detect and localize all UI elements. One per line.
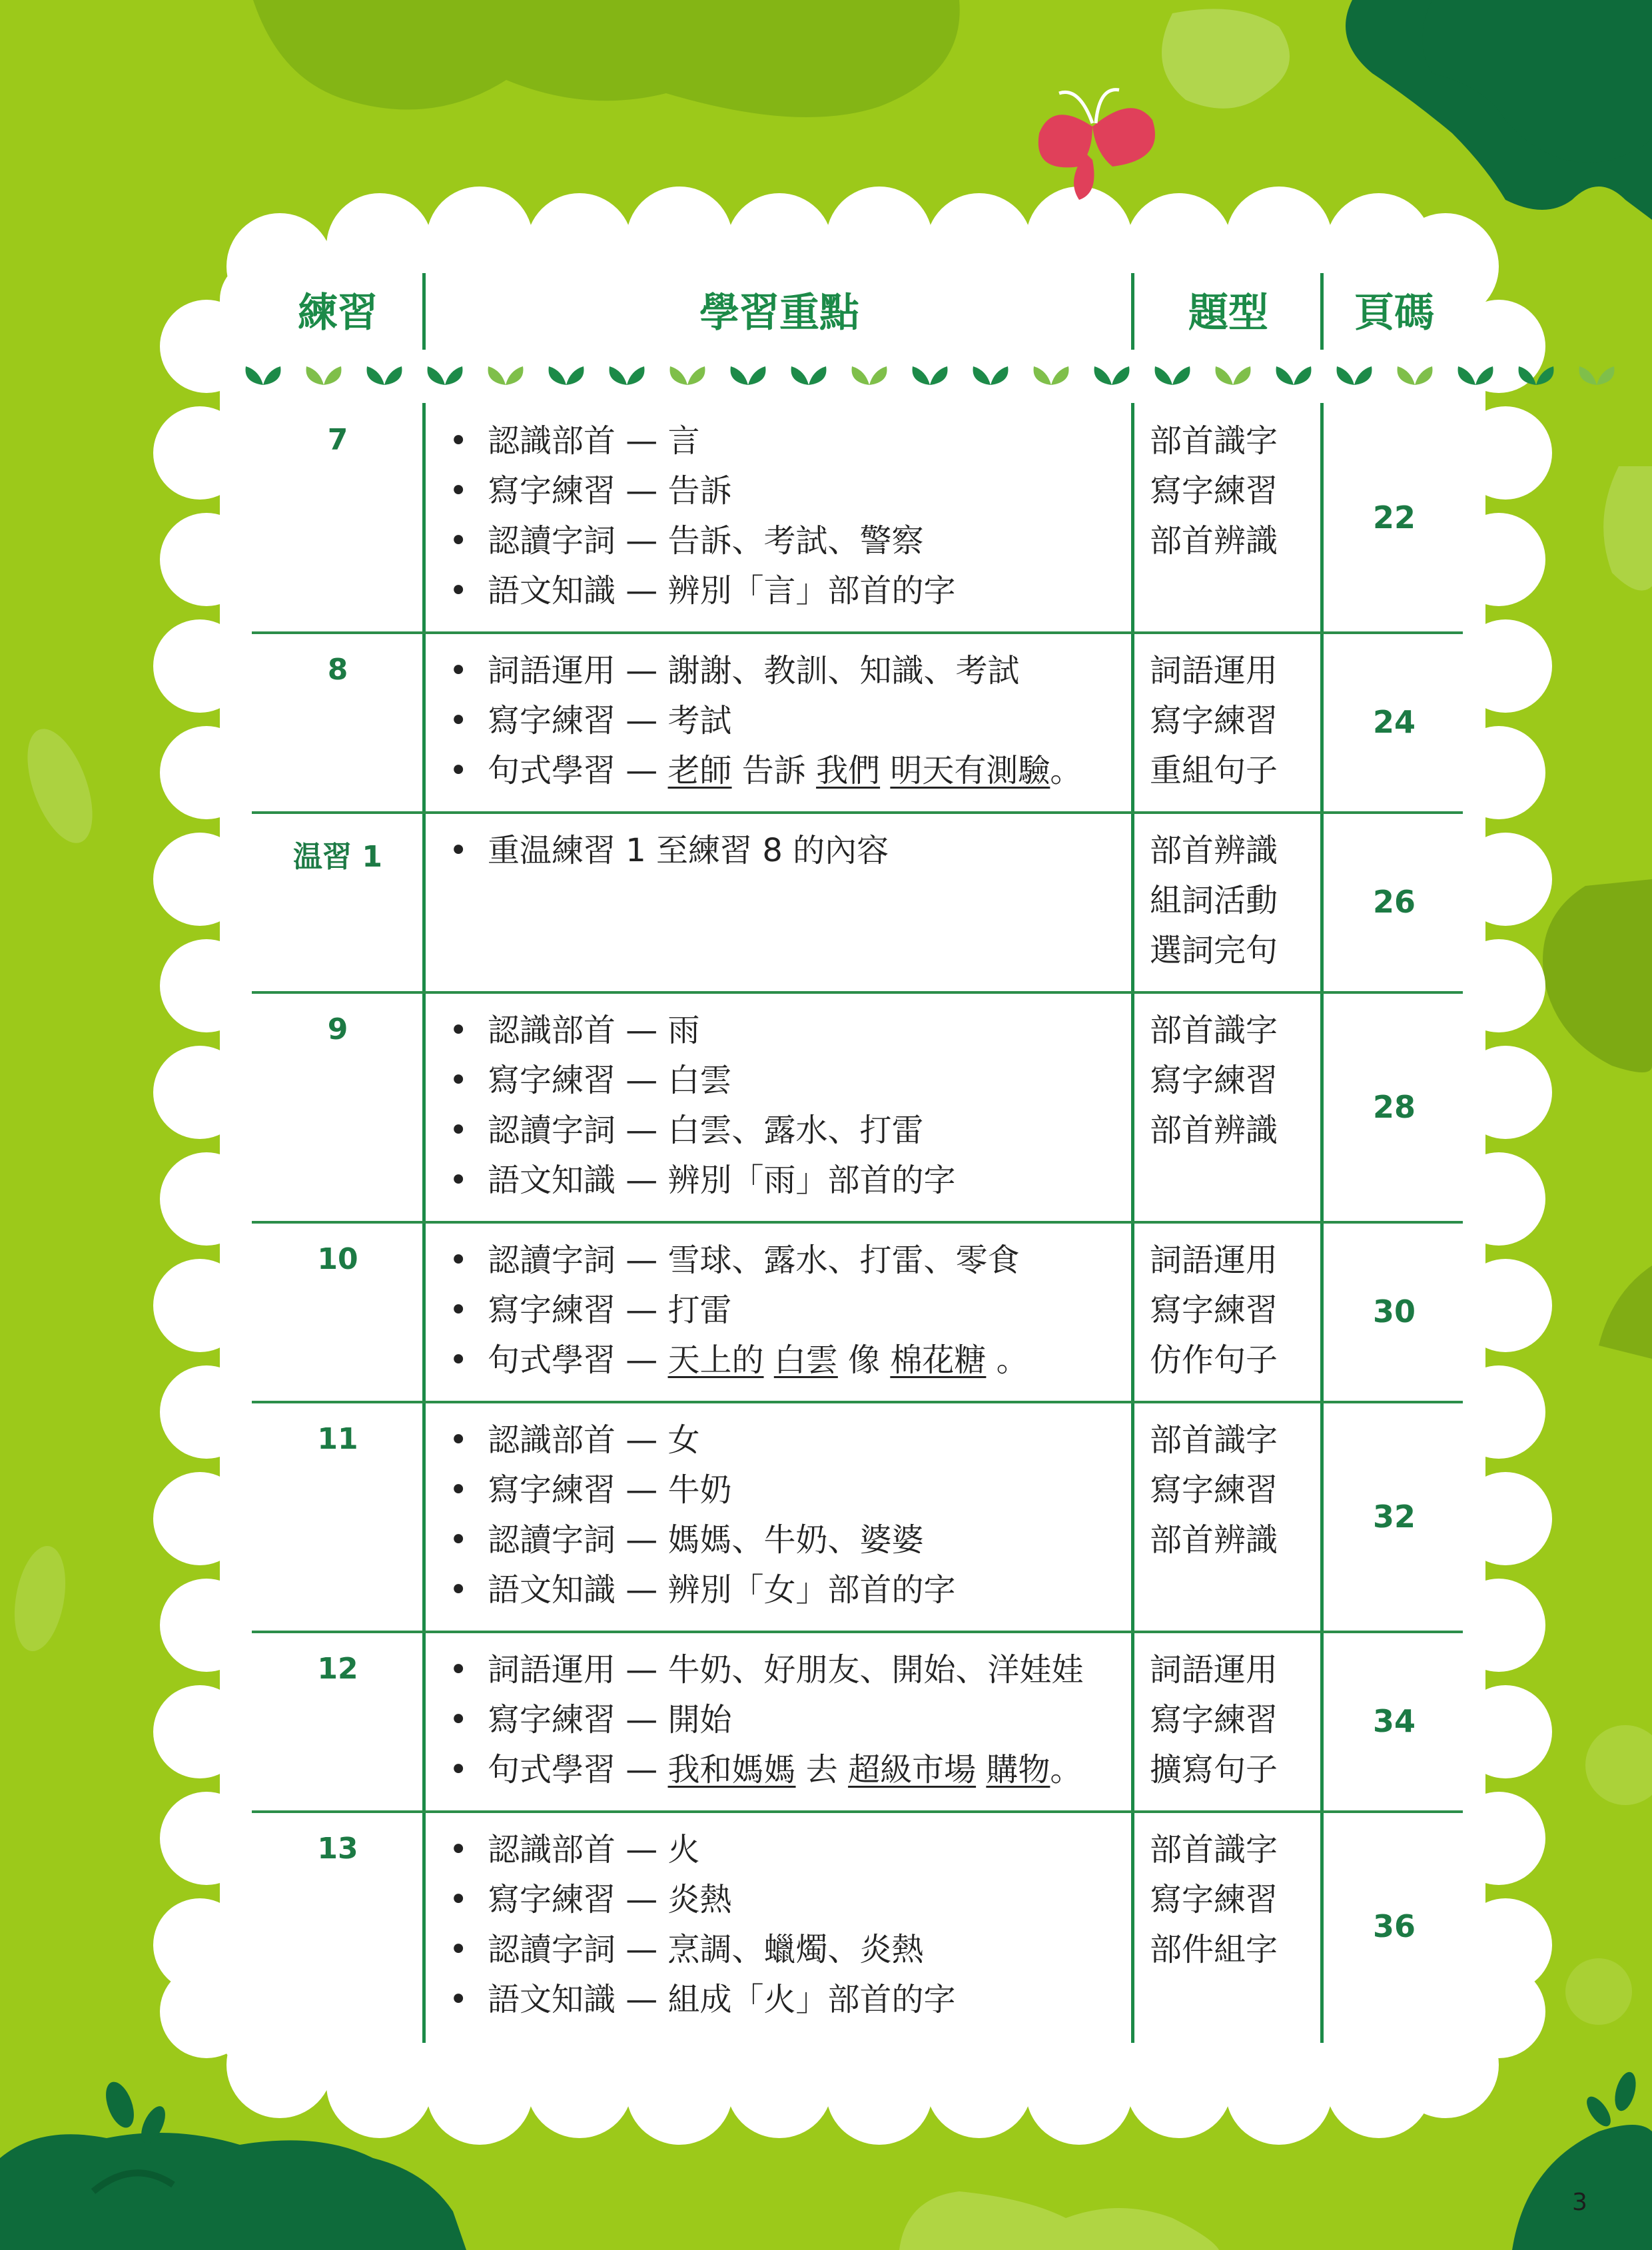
practice-number: 温習 1: [293, 840, 382, 874]
learning-focus-list: [445, 1236, 1124, 1385]
page-number-cell[interactable]: 36: [1372, 1908, 1416, 1944]
focus-text: 認識部首 — 火: [488, 1831, 700, 1868]
underlined-phrase: 我和媽媽: [667, 1751, 796, 1788]
header-separator: [1131, 273, 1134, 350]
page-number-cell[interactable]: 24: [1372, 704, 1416, 740]
underlined-phrase: 我們: [816, 752, 881, 789]
learning-focus-list: [445, 1415, 1124, 1615]
question-type: 仿作句子: [1150, 1341, 1278, 1379]
practice-number: 8: [327, 653, 348, 687]
learning-focus-item: [445, 1925, 1124, 1975]
bullet-icon: •: [449, 1421, 468, 1459]
focus-text: 重温練習 1 至練習 8 的內容: [488, 832, 889, 869]
focus-text: 認識部首 — 女: [488, 1421, 700, 1459]
focus-text: 認讀字詞 — 媽媽、牛奶、婆婆: [488, 1521, 924, 1559]
focus-text: 。: [1050, 752, 1082, 789]
focus-text: 認讀字詞 — 告訴、考試、警察: [488, 522, 924, 560]
bullet-icon: •: [449, 522, 468, 560]
question-type: 詞語運用: [1150, 1651, 1278, 1688]
learning-focus-item: [445, 566, 1124, 616]
question-type-list: [1150, 1236, 1310, 1385]
bullet-icon: •: [449, 1881, 468, 1918]
learning-focus-item: [445, 1695, 1124, 1745]
learning-focus-item: [445, 646, 1124, 696]
practice-number: 11: [317, 1422, 358, 1456]
bullet-icon: •: [449, 1651, 468, 1688]
focus-text: 寫字練習 — 白雲: [488, 1062, 732, 1099]
question-type: 寫字練習: [1150, 1062, 1278, 1099]
page-number-cell[interactable]: 32: [1372, 1498, 1416, 1535]
learning-focus-item: [445, 1875, 1124, 1925]
practice-number: 7: [327, 423, 348, 457]
focus-text: 句式學習 —: [488, 752, 668, 789]
page-number-cell[interactable]: 34: [1372, 1703, 1416, 1739]
question-type: 寫字練習: [1150, 1881, 1278, 1918]
learning-focus-list: [445, 1825, 1124, 2025]
bullet-icon: •: [449, 1521, 468, 1559]
question-type-list: [1150, 826, 1310, 976]
focus-text: 寫字練習 — 打雷: [488, 1292, 732, 1329]
question-type: 部首辨識: [1150, 1112, 1278, 1149]
header-question-type: 題型: [1188, 290, 1268, 336]
bullet-icon: •: [449, 472, 468, 510]
row-divider: [252, 991, 1463, 994]
learning-focus-list: [445, 1645, 1124, 1795]
focus-text: 詞語運用 — 牛奶、好朋友、開始、洋娃娃: [488, 1651, 1084, 1688]
bullet-icon: •: [449, 1112, 468, 1149]
question-type: 寫字練習: [1150, 472, 1278, 510]
learning-focus-item: [445, 1645, 1124, 1695]
focus-text: 認識部首 — 雨: [488, 1012, 700, 1049]
bullet-icon: •: [449, 1012, 468, 1049]
learning-focus-item: [445, 1465, 1124, 1515]
focus-text: 認識部首 — 言: [488, 422, 700, 460]
bullet-icon: •: [449, 832, 468, 869]
page-number-cell[interactable]: 22: [1372, 499, 1416, 536]
question-type: 擴寫句子: [1150, 1751, 1278, 1788]
bullet-icon: •: [449, 1831, 468, 1868]
question-type: 部首識字: [1150, 1421, 1278, 1459]
row-divider: [252, 1631, 1463, 1633]
page-number-cell[interactable]: 30: [1372, 1294, 1416, 1329]
header-practice: 練習: [298, 290, 378, 336]
learning-focus-item: [445, 416, 1124, 466]
focus-text: 語文知識 — 辨別「女」部首的字: [488, 1571, 956, 1609]
focus-text: 像: [837, 1341, 891, 1379]
learning-focus-list: [445, 416, 1124, 616]
question-type: 選詞完句: [1150, 932, 1278, 969]
focus-text: 語文知識 — 辨別「雨」部首的字: [488, 1162, 956, 1199]
question-type: 部首識字: [1150, 1012, 1278, 1049]
bullet-icon: •: [449, 1471, 468, 1509]
underlined-phrase: 天上的: [667, 1341, 764, 1379]
learning-focus-item: [445, 1415, 1124, 1465]
row-divider: [252, 1221, 1463, 1224]
row-divider: [252, 811, 1463, 814]
question-type: 重組句子: [1150, 752, 1278, 789]
focus-text: 寫字練習 — 開始: [488, 1701, 732, 1738]
learning-focus-item: [445, 1056, 1124, 1106]
question-type-list: [1150, 1006, 1310, 1156]
bullet-icon: •: [449, 1751, 468, 1788]
question-type: 組詞活動: [1150, 882, 1278, 919]
underlined-phrase: 棉花糖: [890, 1341, 987, 1379]
bullet-icon: •: [449, 1242, 468, 1279]
learning-focus-item: [445, 1975, 1124, 2025]
question-type: 部首識字: [1150, 1831, 1278, 1868]
question-type: 寫字練習: [1150, 1471, 1278, 1509]
bullet-icon: •: [449, 1931, 468, 1968]
page-number-cell[interactable]: 26: [1372, 884, 1416, 920]
focus-text: 寫字練習 — 炎熱: [488, 1881, 732, 1918]
underlined-phrase: 老師: [667, 752, 732, 789]
question-type-list: [1150, 416, 1310, 566]
question-type: 部首辨識: [1150, 1521, 1278, 1559]
focus-text: 語文知識 — 辨別「言」部首的字: [488, 572, 956, 609]
row-divider: [252, 1401, 1463, 1403]
underlined-phrase: 明天有測驗: [890, 752, 1050, 789]
practice-number: 10: [317, 1242, 358, 1276]
learning-focus-item: [445, 1745, 1124, 1795]
bullet-icon: •: [449, 572, 468, 609]
focus-text: 寫字練習 — 牛奶: [488, 1471, 732, 1509]
question-type: 寫字練習: [1150, 702, 1278, 739]
focus-text: 句式學習 —: [488, 1751, 668, 1788]
learning-focus-item: [445, 1335, 1124, 1385]
focus-text: [880, 752, 890, 789]
header-separator: [422, 273, 426, 350]
focus-text: 告訴: [731, 752, 817, 789]
learning-focus-item: [445, 696, 1124, 746]
learning-focus-item: [445, 1565, 1124, 1615]
learning-focus-item: [445, 746, 1124, 796]
practice-number: 12: [317, 1652, 358, 1686]
focus-text: 。: [1050, 1751, 1082, 1788]
header-page: 頁碼: [1354, 290, 1434, 336]
underlined-phrase: 購物: [986, 1751, 1050, 1788]
question-type: 部首識字: [1150, 422, 1278, 460]
learning-focus-item: [445, 1825, 1124, 1875]
practice-number: 9: [327, 1012, 348, 1046]
bullet-icon: •: [449, 752, 468, 789]
bullet-icon: •: [449, 422, 468, 460]
bullet-icon: •: [449, 702, 468, 739]
learning-focus-item: [445, 1515, 1124, 1565]
focus-text: [764, 1341, 774, 1379]
bullet-icon: •: [449, 1341, 468, 1379]
question-type: 寫字練習: [1150, 1701, 1278, 1738]
question-type: 部首辨識: [1150, 832, 1278, 869]
focus-text: 語文知識 — 組成「火」部首的字: [488, 1981, 956, 2018]
question-type: 詞語運用: [1150, 652, 1278, 689]
page-number-cell[interactable]: 28: [1372, 1088, 1416, 1125]
bullet-icon: •: [449, 1701, 468, 1738]
focus-text: [976, 1751, 986, 1788]
page-number: 3: [1572, 2189, 1587, 2216]
learning-focus-item: [445, 466, 1124, 516]
bullet-icon: •: [449, 1062, 468, 1099]
learning-focus-list: [445, 646, 1124, 796]
learning-focus-list: [445, 826, 1124, 876]
focus-text: 寫字練習 — 考試: [488, 702, 732, 739]
underlined-phrase: 超級市場: [848, 1751, 977, 1788]
header-separator: [1320, 273, 1324, 350]
focus-text: 句式學習 —: [488, 1341, 668, 1379]
question-type: 寫字練習: [1150, 1292, 1278, 1329]
underlined-phrase: 白雲: [773, 1341, 838, 1379]
row-divider: [252, 1810, 1463, 1813]
focus-text: 去: [795, 1751, 849, 1788]
question-type-list: [1150, 1825, 1310, 1975]
learning-focus-item: [445, 1006, 1124, 1056]
bullet-icon: •: [449, 1571, 468, 1609]
question-type: 詞語運用: [1150, 1242, 1278, 1279]
question-type-list: [1150, 1415, 1310, 1565]
focus-text: 寫字練習 — 告訴: [488, 472, 732, 510]
learning-focus-item: [445, 1236, 1124, 1286]
question-type-list: [1150, 646, 1310, 796]
focus-text: 認讀字詞 — 白雲、露水、打雷: [488, 1112, 924, 1149]
focus-text: 。: [986, 1341, 1029, 1379]
bullet-icon: •: [449, 1981, 468, 2018]
learning-focus-item: [445, 1286, 1124, 1335]
learning-focus-list: [445, 1006, 1124, 1206]
question-type: 部首辨識: [1150, 522, 1278, 560]
header-learning-focus: 學習重點: [699, 290, 859, 336]
bullet-icon: •: [449, 1162, 468, 1199]
focus-text: 詞語運用 — 謝謝、教訓、知識、考試: [488, 652, 1020, 689]
row-divider: [252, 631, 1463, 634]
focus-text: 認讀字詞 — 烹調、蠟燭、炎熱: [488, 1931, 924, 1968]
focus-text: 認讀字詞 — 雪球、露水、打雷、零食: [488, 1242, 1020, 1279]
practice-number: 13: [317, 1832, 358, 1866]
bullet-icon: •: [449, 652, 468, 689]
question-type-list: [1150, 1645, 1310, 1795]
learning-focus-item: [445, 826, 1124, 876]
learning-focus-item: [445, 516, 1124, 566]
learning-focus-item: [445, 1156, 1124, 1206]
question-type: 部件組字: [1150, 1931, 1278, 1968]
learning-focus-item: [445, 1106, 1124, 1156]
bullet-icon: •: [449, 1292, 468, 1329]
